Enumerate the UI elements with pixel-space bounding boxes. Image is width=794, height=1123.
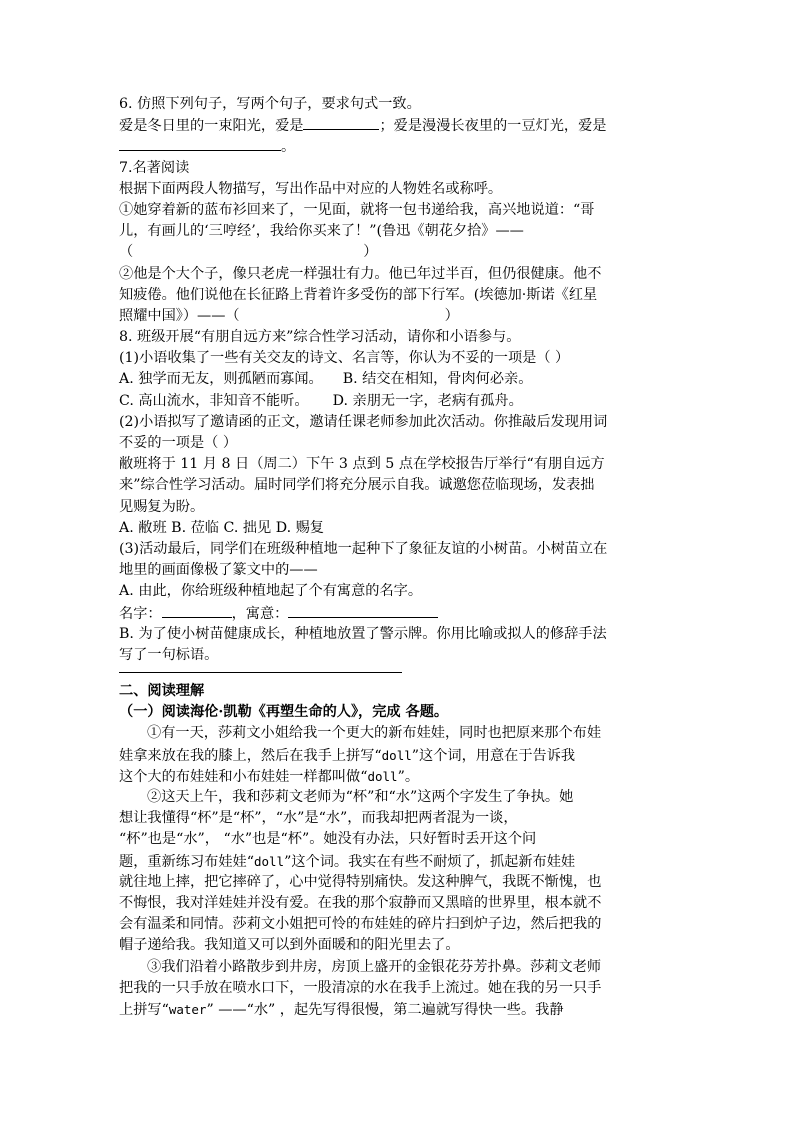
- passage-line: 就往地上摔，把它摔碎了，心中觉得特别痛快。发这种脾气，我既不惭愧，也: [119, 873, 602, 890]
- invitation-text: 见赐复为盼。: [119, 498, 205, 515]
- q8-sub3-cont: 地里的画面像极了篆文中的——: [119, 562, 318, 579]
- q8-sub2: (2)小语拟写了邀请函的正文，邀请任课老师参加此次活动。你推敲后发现用词: [119, 413, 608, 430]
- q7-passage1-answer: [119, 242, 679, 263]
- q6-prompt: 6. 仿照下列句子，写两个句子，要求句式一致。: [119, 96, 421, 112]
- section-subheading: （一）阅读海伦·凯勒《再塑生命的人》，完成 各题。: [119, 704, 449, 721]
- q6-text-a: 爱是冬日里的一束阳光，爱是: [119, 118, 304, 135]
- passage-text: 题，重新练习布娃娃“: [119, 853, 254, 870]
- passage-text: ”这个词。我实在有些不耐烦了，抓起新布娃娃: [284, 853, 576, 870]
- q7-title: 7.名著阅读: [119, 159, 190, 176]
- q8-sub3-a: A. 由此，你给班级种植地起了个有寓意的名字。: [119, 583, 423, 600]
- answer-blank[interactable]: [119, 136, 281, 151]
- passage-line: 帽子递给我。我知道又可以到外面暖和的阳光里去了。: [119, 937, 460, 954]
- paren-close: ）: [444, 307, 459, 324]
- passage-line: 不悔恨，我对洋娃娃并没有爱。在我的那个寂静而又黑暗的世界里，根本就不: [119, 894, 602, 911]
- paren-close: ）: [363, 244, 378, 261]
- paren-open: （: [119, 244, 134, 261]
- passage-line: 会有温柔和同情。莎莉文小姐把可怜的布娃娃的碎片扫到炉子边，然后把我的: [119, 916, 602, 933]
- passage-text: ”。: [397, 768, 420, 785]
- q8-sub1: (1)小语收集了一些有关交友的诗文、名言等，你认为不妥的一项是（ ）: [119, 350, 570, 367]
- option-c: C. 高山流水，非知音不能听。: [119, 392, 309, 409]
- q8-sub2-options: A. 敝班 B. 莅临 C. 拙见 D. 赐复: [119, 519, 324, 536]
- name-label: 名字：: [119, 605, 162, 622]
- passage-text: ”这个词，用意在于告诉我: [411, 747, 576, 764]
- english-word: water: [168, 1001, 207, 1017]
- passage-line: [119, 851, 679, 872]
- invitation-text: 敝班将于 11 月 8 日（周二）下午 3 点到 5 点在学校报告厅举行“有朋自远方: [119, 456, 605, 473]
- q8-options-ab: [119, 369, 679, 390]
- passage-text: 这个大的布娃娃和小布娃娃一样都叫做“: [119, 768, 368, 785]
- passage-line: ②这天上午，我和莎莉文老师为“杯”和“水”这两个字发生了争执。她: [147, 789, 574, 805]
- option-d: D. 亲朋无一字，老病有孤舟。: [332, 392, 523, 409]
- english-word: doll: [381, 747, 412, 763]
- q7-passage1-line: ①她穿着新的蓝布衫回来了，一见面，就将一包书递给我，高兴地说道：“哥: [119, 201, 595, 218]
- option-a: A. 独学而无友，则孤陋而寡闻。: [119, 371, 323, 388]
- q7-source: 照耀中国》）——（: [119, 307, 240, 324]
- passage-line: 把我的一只手放在喷水口下，一股清凉的水在我手上流过。她在我的另一只手: [119, 979, 602, 996]
- answer-blank[interactable]: [303, 115, 379, 130]
- section-heading: 二、阅读理解: [119, 683, 205, 700]
- passage-line: [119, 766, 679, 787]
- meaning-label: ，寓意：: [231, 605, 289, 622]
- name-blank[interactable]: [162, 603, 232, 618]
- english-word: doll: [367, 768, 398, 784]
- passage-text: 上拼写“: [119, 1001, 169, 1018]
- english-word: doll: [253, 853, 285, 869]
- q7-passage2-answer: [119, 306, 679, 327]
- q8-sub3: (3)活动最后，同学们在班级种植地一起种下了象征友谊的小树苗。小树苗立在: [119, 540, 608, 557]
- passage-text: 娃拿来放在我的膝上，然后在我手上拼写“: [119, 747, 382, 764]
- passage-text: ” ——“水” ，起先写得很慢，第二遍就写得快一些。我静: [206, 1001, 564, 1018]
- q6-line2: [119, 115, 679, 136]
- invitation-text: 来”综合性学习活动。届时同学们将充分展示自我。诚邀您莅临现场，发表拙: [119, 477, 595, 494]
- meaning-blank[interactable]: [288, 603, 438, 618]
- q8-prompt: 8. 班级开展“有朋自远方来”综合性学习活动，请你和小语参与。: [119, 329, 521, 346]
- passage-line: [119, 745, 679, 766]
- document-page: [119, 94, 679, 1020]
- option-b: B. 结交在相知，骨肉何必亲。: [342, 371, 533, 388]
- q8-options-cd: [119, 391, 679, 412]
- passage-line: “杯”也是“水”， “水”也是“杯”。她没有办法，只好暂时丢开这个问: [119, 831, 537, 848]
- q6-text-b: ；爱是漫漫长夜里的一豆灯光，爱是: [379, 118, 607, 135]
- q7-intro: 根据下面两段人物描写，写出作品中对应的人物姓名或称呼。: [119, 180, 503, 197]
- passage-line: 想让我懂得“杯”是“杯”，“水”是“水”，而我却把两者混为一谈，: [119, 810, 518, 827]
- q7-passage2-line: ②他是个大个子，像只老虎一样强壮有力。他已年过半百，但仍很健康。他不: [119, 265, 602, 282]
- passage-line: ③我们沿着小路散步到井房，房顶上盛开的金银花芬芳扑鼻。莎莉文老师: [147, 958, 602, 975]
- q8-sub3-b: B. 为了使小树苗健康成长，种植地放置了警示牌。你用比喻或拟人的修辞手法: [119, 625, 607, 642]
- q8-name-line: [119, 603, 679, 624]
- q6-line3: [119, 136, 679, 157]
- answer-line[interactable]: [119, 672, 402, 673]
- passage-line: ①有一天，莎莉文小姐给我一个更大的新布娃娃，同时也把原来那个布娃: [147, 725, 602, 742]
- q7-passage1-line: 儿，有画儿的‘三哼经’，我给你买来了！”(鲁迅《朝花夕拾》——: [119, 223, 524, 240]
- q8-sub3-b-cont: 写了一句标语。: [119, 646, 219, 663]
- q6-text-end: 。: [281, 139, 296, 156]
- q8-sub2-cont: 不妥的一项是（ ）: [119, 435, 238, 451]
- passage-line: [119, 999, 679, 1020]
- q7-passage2-line: 知疲倦。他们说他在长征路上背着许多受伤的部下行军。(埃德加·斯诺《红星: [119, 286, 598, 303]
